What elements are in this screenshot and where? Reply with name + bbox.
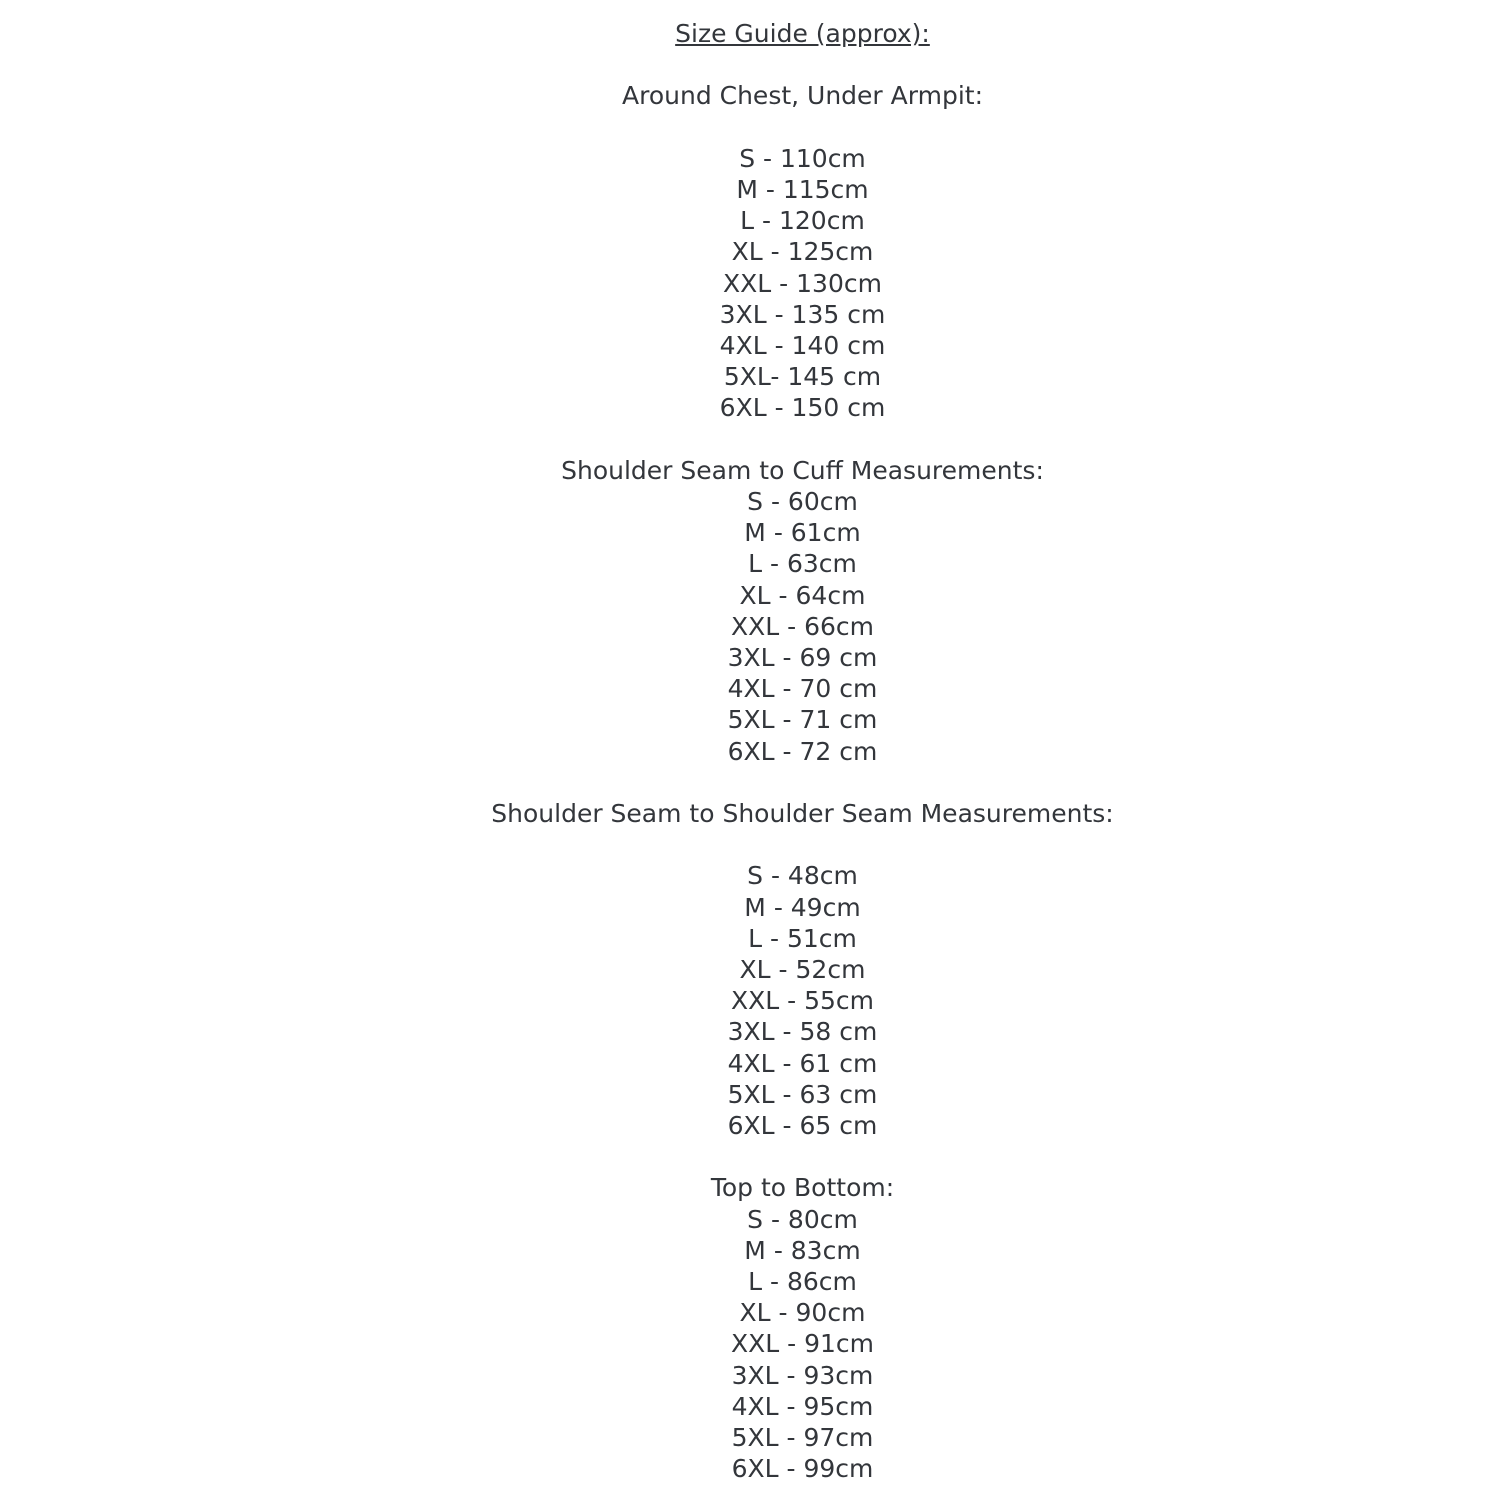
size-line: 4XL - 70 cm	[727, 674, 878, 704]
size-section-1	[105, 80, 1500, 423]
size-line: 6XL - 65 cm	[727, 1111, 878, 1141]
section-heading: Shoulder Seam to Shoulder Seam Measurements:	[491, 799, 1114, 829]
size-line: XXL - 55cm	[730, 986, 874, 1016]
size-line: S - 110cm	[739, 143, 866, 173]
size-list	[105, 486, 1500, 767]
size-line: M - 115cm	[736, 174, 869, 204]
size-line: XXL - 91cm	[730, 1329, 874, 1359]
size-line: 5XL - 71 cm	[727, 705, 878, 735]
size-list	[105, 860, 1500, 1141]
size-line: 6XL - 99cm	[731, 1454, 874, 1484]
size-line: XXL - 130cm	[723, 268, 882, 298]
size-line: 4XL - 140 cm	[719, 331, 886, 360]
size-line: XL - 52cm	[739, 955, 866, 985]
size-line: L - 86cm	[748, 1267, 857, 1297]
size-line: 6XL - 72 cm	[727, 736, 878, 766]
page-title: Size Guide (approx):	[675, 19, 930, 48]
size-line: M - 83cm	[744, 1235, 861, 1265]
size-line: S - 48cm	[747, 861, 858, 891]
section-heading: Around Chest, Under Armpit:	[622, 81, 983, 111]
size-line: 3XL - 93cm	[731, 1360, 874, 1390]
size-line: XL - 64cm	[739, 580, 866, 610]
size-line: L - 51cm	[748, 923, 857, 953]
size-section-3	[105, 798, 1500, 1141]
size-line: S - 60cm	[747, 487, 858, 516]
size-line: 4XL - 61 cm	[727, 1048, 878, 1078]
size-line: 6XL - 150 cm	[719, 393, 886, 423]
size-line: L - 63cm	[748, 549, 857, 579]
size-line: 3XL - 58 cm	[727, 1017, 878, 1047]
size-line: XL - 125cm	[731, 237, 874, 267]
size-line: 5XL - 63 cm	[727, 1079, 878, 1109]
size-section-2	[105, 455, 1500, 767]
size-sections-container	[105, 80, 1500, 1484]
size-line: L - 120cm	[740, 206, 865, 236]
section-heading: Top to Bottom:	[710, 1173, 895, 1203]
size-line: XL - 90cm	[739, 1298, 866, 1328]
size-line: 3XL - 135 cm	[719, 299, 886, 329]
size-line: M - 61cm	[744, 518, 861, 548]
size-line: 5XL- 145 cm	[723, 362, 882, 392]
size-line: M - 49cm	[744, 892, 861, 922]
size-line: XXL - 66cm	[730, 611, 874, 641]
size-line: 4XL - 95cm	[731, 1391, 874, 1421]
size-list	[105, 143, 1500, 424]
size-section-4	[105, 1172, 1500, 1484]
size-line: 3XL - 69 cm	[727, 643, 878, 673]
size-line: 5XL - 97cm	[731, 1423, 874, 1453]
size-line: S - 80cm	[747, 1204, 858, 1234]
section-heading: Shoulder Seam to Cuff Measurements:	[561, 455, 1044, 485]
size-list	[105, 1204, 1500, 1485]
